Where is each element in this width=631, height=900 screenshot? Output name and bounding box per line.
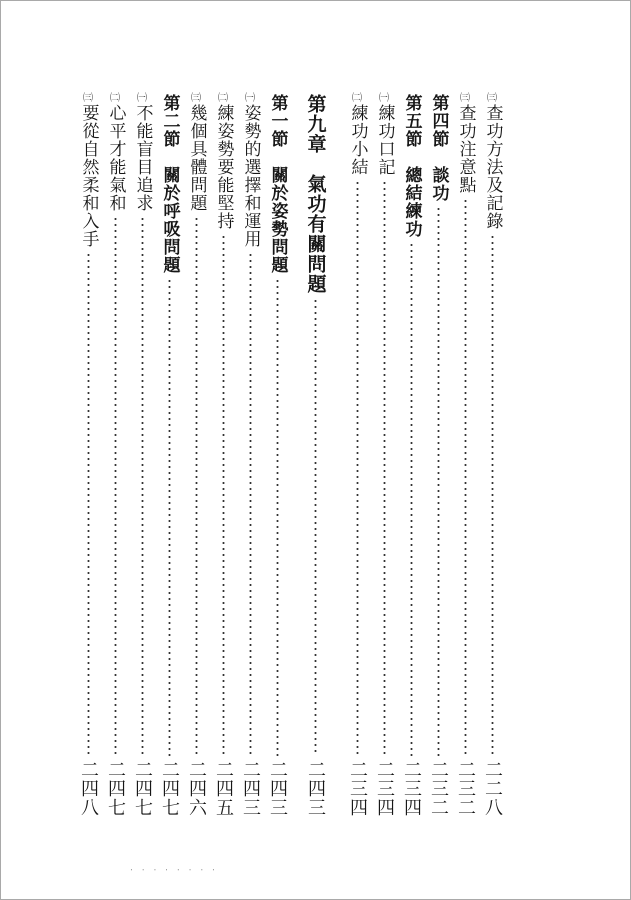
toc-entry	[74, 94, 102, 817]
entry-title: 練功小結	[347, 104, 368, 176]
leader-dots	[249, 252, 252, 756]
entry-title: 練功口記	[374, 104, 395, 176]
page-number: 二四八	[78, 760, 99, 817]
leader-dots	[87, 252, 90, 756]
entry-title: 姿勢的選擇和運用	[240, 104, 261, 248]
toc-entry	[236, 94, 264, 817]
leader-dots	[410, 242, 413, 756]
item-marker: ㈠	[245, 93, 255, 104]
section-title: 第四節 談功	[428, 94, 449, 202]
page-number: 二三四	[374, 760, 395, 817]
leader-dots	[383, 180, 386, 756]
section-title: 第五節 總結練功	[401, 94, 422, 238]
leader-dots	[437, 206, 440, 756]
entry-title: 不能盲目追求	[132, 104, 153, 212]
entry-title: 幾個具體問題	[186, 104, 207, 212]
leader-dots	[222, 234, 225, 756]
toc-entry	[101, 94, 129, 817]
toc-entry	[128, 94, 156, 817]
page-number: 二三二	[455, 760, 476, 817]
page-number: 二四七	[132, 760, 153, 817]
toc-entry	[343, 94, 371, 817]
item-marker: ㈡	[218, 93, 228, 104]
toc-entry	[478, 94, 506, 817]
page-number: 二二八	[482, 760, 503, 817]
page-number: 二四七	[105, 760, 126, 817]
leader-dots	[141, 216, 144, 756]
toc-section	[424, 94, 452, 817]
item-marker: ㈠	[379, 93, 389, 104]
page-number: 二四三	[305, 760, 326, 817]
item-marker: ㈡	[110, 93, 120, 104]
leader-dots	[464, 198, 467, 756]
toc-section	[397, 94, 425, 817]
entry-title: 查功方法及記錄	[482, 104, 503, 230]
leader-dots	[195, 216, 198, 756]
leader-dots	[491, 234, 494, 756]
item-marker: ㈢	[191, 93, 201, 104]
leader-dots	[314, 298, 317, 756]
leader-dots	[114, 216, 117, 756]
section-title: 第二節 關於呼吸問題	[159, 94, 180, 274]
item-marker: ㈢	[460, 93, 470, 104]
toc-section	[263, 94, 291, 817]
leader-dots	[168, 278, 171, 756]
entry-title: 要從自然柔和入手	[78, 104, 99, 248]
section-title: 第一節 關於姿勢問題	[267, 94, 288, 274]
item-marker: ㈡	[352, 93, 362, 104]
page-number: 二三二	[428, 760, 449, 817]
toc-chapter	[298, 94, 332, 817]
page-number: 二三四	[401, 760, 422, 817]
page-number: 二四三	[240, 760, 261, 817]
item-marker: ㈢	[83, 93, 93, 104]
item-marker: ㈠	[137, 93, 147, 104]
entry-title: 心平才能氣和	[105, 104, 126, 212]
entry-title: 查功注意點	[455, 104, 476, 194]
toc-entry	[451, 94, 479, 817]
page-number: 二四五	[213, 760, 234, 817]
page-number: 二四七	[159, 760, 180, 817]
toc-section	[155, 94, 183, 817]
page-number: 二三四	[347, 760, 368, 817]
leader-dots	[276, 278, 279, 756]
toc-entry	[182, 94, 210, 817]
leader-dots	[356, 180, 359, 756]
footer-marks: ‧ ‧ ‧ ‧ ‧ ‧ ‧ ‧	[130, 866, 218, 876]
toc-entry	[370, 94, 398, 817]
chapter-title: 第九章 氣功有關問題	[304, 94, 327, 294]
toc-entry	[209, 94, 237, 817]
item-marker: ㈢	[487, 93, 497, 104]
page-number: 二四六	[186, 760, 207, 817]
entry-title: 練姿勢要能堅持	[213, 104, 234, 230]
page-number: 二四三	[267, 760, 288, 817]
